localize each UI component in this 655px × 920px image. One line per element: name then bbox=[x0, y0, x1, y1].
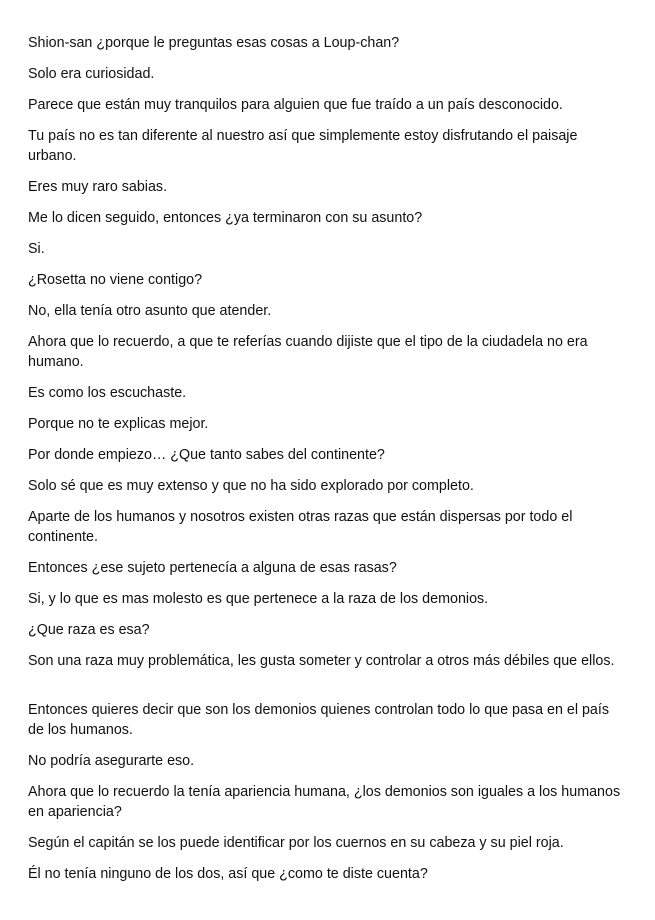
paragraph: Si. bbox=[28, 241, 45, 257]
paragraph: Ahora que lo recuerdo, a que te referías cuando dijiste que el tipo de la ciudadela no era humano. bbox=[28, 334, 588, 370]
paragraph: No podría asegurarte eso. bbox=[28, 753, 195, 769]
paragraph: ¿Que raza es esa? bbox=[28, 622, 150, 638]
paragraph: Shion-san ¿porque le preguntas esas cosas a Loup-chan? bbox=[28, 35, 400, 51]
paragraph: Por donde empiezo… ¿Que tanto sabes del continente? bbox=[28, 447, 385, 463]
paragraph: Parece que están muy tranquilos para alguien que fue traído a un país desconocido. bbox=[28, 97, 563, 113]
paragraph: ¿Rosetta no viene contigo? bbox=[28, 272, 203, 288]
paragraph: Porque no te explicas mejor. bbox=[28, 416, 209, 432]
paragraph: Eres muy raro sabias. bbox=[28, 179, 168, 195]
paragraph: Entonces ¿ese sujeto pertenecía a alguna de esas rasas? bbox=[28, 560, 397, 576]
paragraph: Son una raza muy problemática, les gusta someter y controlar a otros más débiles que ellos. bbox=[28, 653, 615, 669]
paragraph: Él no tenía ninguno de los dos, así que ¿como te diste cuenta? bbox=[28, 866, 428, 882]
paragraph: Ahora que lo recuerdo la tenía apariencia humana, ¿los demonios son iguales a los humanos en apariencia? bbox=[28, 784, 621, 820]
paragraph: Entonces quieres decir que son los demonios quienes controlan todo lo que pasa en el país de los humanos. bbox=[28, 702, 609, 738]
paragraph: Solo sé que es muy extenso y que no ha sido explorado por completo. bbox=[28, 478, 474, 494]
paragraph: Solo era curiosidad. bbox=[28, 66, 155, 82]
paragraph: Tu país no es tan diferente al nuestro así que simplemente estoy disfrutando el paisaje urbano. bbox=[28, 128, 578, 164]
paragraph: Según el capitán se los puede identificar por los cuernos en su cabeza y su piel roja. bbox=[28, 835, 564, 851]
paragraph: Aparte de los humanos y nosotros existen otras razas que están dispersas por todo el continente. bbox=[28, 509, 573, 545]
paragraph: No, ella tenía otro asunto que atender. bbox=[28, 303, 272, 319]
paragraph: Es como los escuchaste. bbox=[28, 385, 187, 401]
paragraph: Si, y lo que es mas molesto es que pertenece a la raza de los demonios. bbox=[28, 591, 489, 607]
paragraph: Me lo dicen seguido, entonces ¿ya terminaron con su asunto? bbox=[28, 210, 423, 226]
